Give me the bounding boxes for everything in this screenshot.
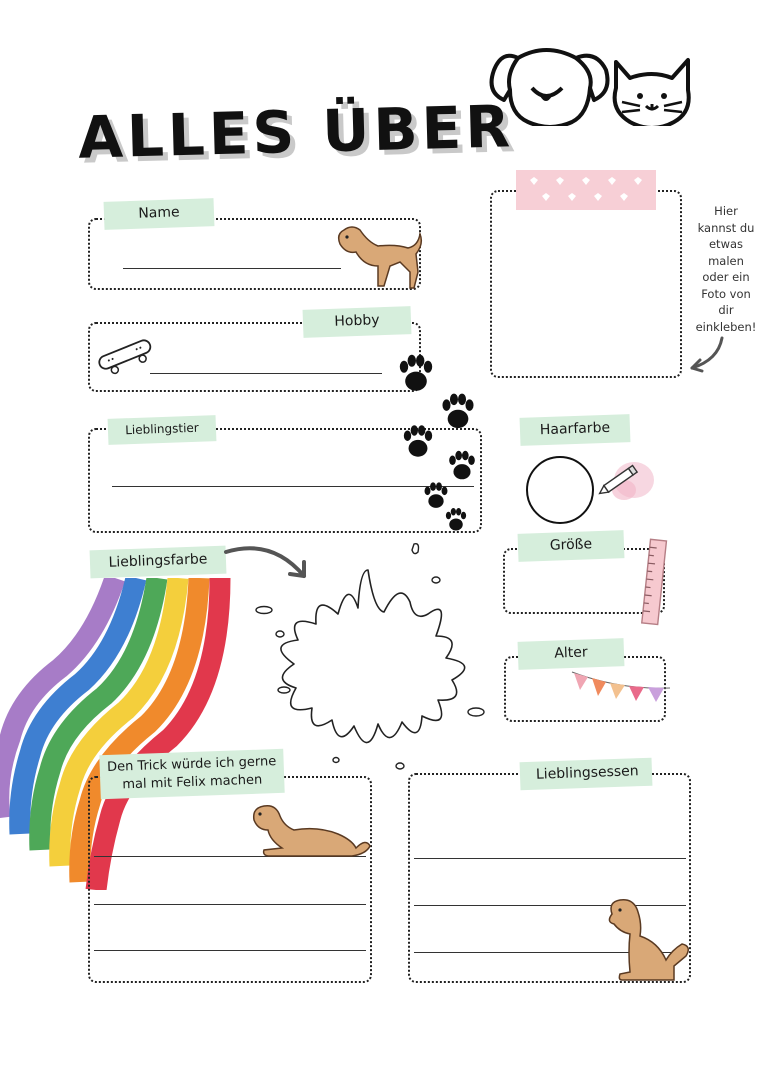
trick-label: Den Trick würde ich gerne mal mit Felix machen [99,749,284,799]
page-title: ALLES ÜBER [77,92,515,172]
paw-prints-icon [392,348,492,538]
name-line [123,268,341,269]
trick-line-2 [94,904,366,905]
hair-color-circle[interactable] [526,456,594,524]
haarfarbe-label: Haarfarbe [520,414,631,446]
trick-line-3 [94,950,366,951]
lying-dog-icon [248,800,372,860]
dog-cat-faces-icon [488,44,693,126]
lieblingstier-label: Lieblingstier [108,415,217,445]
alter-label: Alter [518,638,625,670]
photo-hint-text: Hier kannst du etwas malen oder ein Foto von dir einkleben! [695,204,757,334]
ruler-icon [640,538,670,628]
sitting-dog-icon [602,896,694,984]
standing-dog-icon [334,222,424,290]
pink-tape-icon [516,170,656,210]
groesse-label: Größe [518,530,625,562]
essen-line-1 [414,858,686,859]
bunting-icon [570,668,672,708]
hobby-line [150,373,382,374]
skateboard-icon [94,334,156,376]
paint-splash-icon [250,540,490,776]
lieblingsfarbe-label: Lieblingsfarbe [90,546,227,579]
lieblingsessen-label: Lieblingsessen [520,758,653,791]
pencil-watercolor-icon [594,454,658,510]
photo-frame-box[interactable] [490,190,682,378]
hobby-label: Hobby [303,306,412,338]
arrow-left-icon [684,334,728,374]
name-label: Name [104,198,215,230]
